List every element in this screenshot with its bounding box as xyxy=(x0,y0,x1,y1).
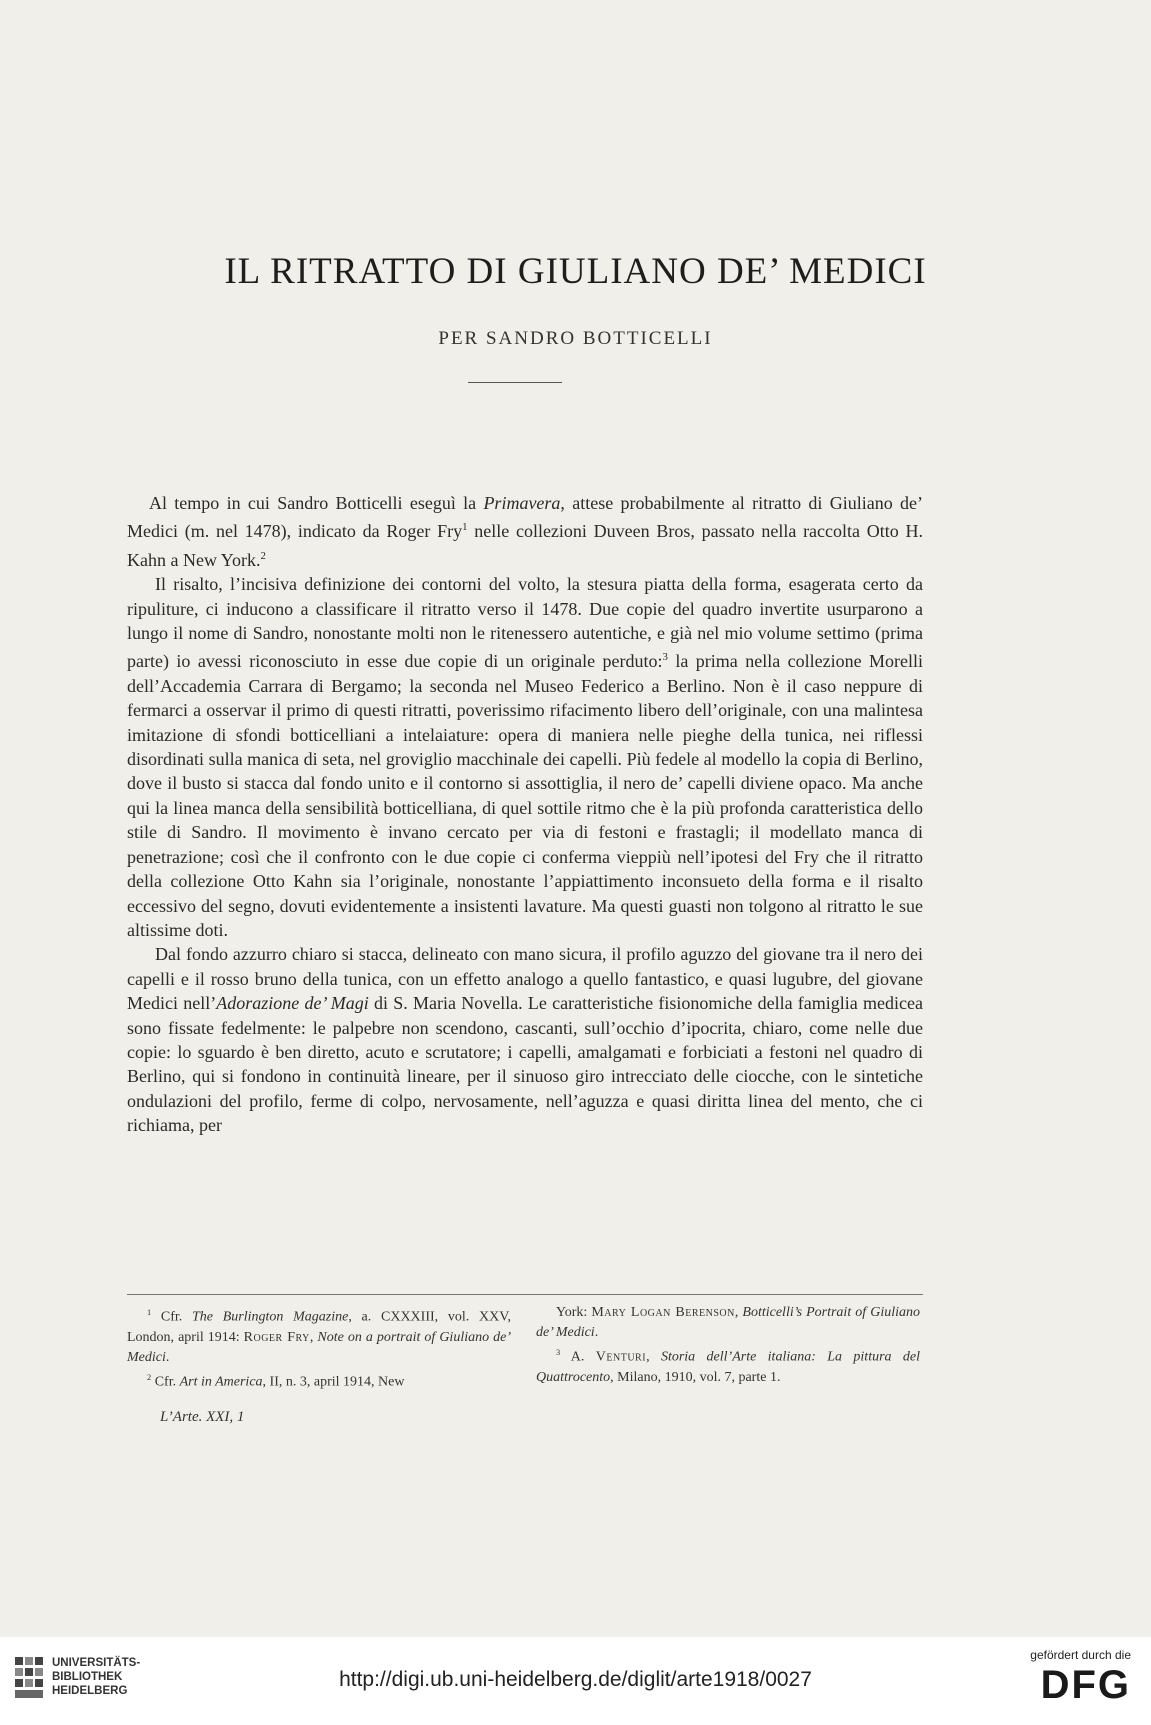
text-run: The Burlington Magazine xyxy=(192,1309,349,1325)
text-run: Adorazione de’ Magi xyxy=(216,993,369,1014)
title-divider xyxy=(468,382,562,383)
footnote-ref: 2 xyxy=(147,1372,152,1382)
text-run: York: xyxy=(556,1305,592,1320)
text-run: Il risalto, l’incisiva definizione dei contorni del volto, la stesura piatta della forma, esagerata certo da ripuliture, ci inducono a classificare il ritratto verso il 1478. Due copie del quadro invertite usurparono a lungo il nome di Sandro, nonostante molti non le ritenessero autentiche, e già nel mio volume settimo (prima parte) io avessi riconosciuto in esse due copie di un originale perduto: xyxy=(127,574,923,672)
text-run: . xyxy=(594,1325,599,1340)
article-body xyxy=(127,491,923,1138)
footnotes-left-column xyxy=(127,1303,511,1392)
footnote-ref: 3 xyxy=(662,651,668,664)
text-run: Roger Fry xyxy=(243,1329,310,1345)
text-run: , xyxy=(734,1305,743,1320)
paragraph xyxy=(127,942,923,1137)
journal-footer: L’Arte. XXI, 1 xyxy=(160,1409,245,1425)
footnote-ref: 1 xyxy=(462,521,468,534)
sponsor-label: gefördert durch die xyxy=(1030,1648,1131,1662)
text-run: la prima nella collezione Morelli dell’Accademia Carrara di Bergamo; la seconda nel Museo Federico a Berlino. Non è il caso neppure di fermarci a osservar il primo di questi ritratti, poverissimo rifacimento libero dell’originale, con una malintesa imitazione di sfondi botticelliani a intelaiature: opera di maniera nelle pieghe della tunica, nei riflessi disordinati sulla manica di seta, nel groviglio macchinale dei capelli. Più fedele al modello la copia di Berlino, dove il busto si stacca dal fondo unito e il contorno si assottiglia, il nero de’ capelli diviene opaco. Ma anche qui la linea manca della sensibilità botticelliana, di quel sottile ritmo che è la più profonda caratteristica dello stile di Sandro. Il movimento è invano cercato per via di festoni e frastagli; il modellato manca di penetrazione; così che il confronto con le due copie ci conferma vieppiù nell’ipotesi del Fry che il ritratto della collezione Otto Kahn sia l’originale, nonostante l’appiattimento inconsueto della forma e il risalto eccessivo del segno, dovuti evidentemente a insistenti lavature. Ma questi guasti non tolgono al ritratto le sue altissime doti. xyxy=(127,651,923,940)
footnote xyxy=(127,1368,511,1393)
text-run: , Milano, 1910, vol. 7, parte 1. xyxy=(610,1369,781,1385)
dfg-logo: DFG xyxy=(1040,1663,1131,1707)
university-library-name: UNIVERSITÄTS- BIBLIOTHEK HEIDELBERG xyxy=(52,1657,141,1697)
text-run: Al tempo in cui Sandro Botticelli eseguì la xyxy=(149,493,484,513)
text-run: Cfr. xyxy=(151,1374,180,1390)
text-run: . xyxy=(165,1349,170,1365)
article-title: IL RITRATTO DI GIULIANO DE’ MEDICI xyxy=(224,251,927,292)
text-run: Dal fondo azzurro chiaro si stacca, delineato con mano sicura, il profilo aguzzo del giovane tra il nero dei capelli e il rosso bruno della tunica, con un effetto analogo a quello fantastico, e quasi lugubre, del giovane Medici nell’ xyxy=(127,944,923,1014)
sponsor-credit xyxy=(1030,1648,1131,1708)
footnote xyxy=(536,1303,920,1343)
footnote-divider xyxy=(127,1294,923,1295)
text-run: , attese probabilmente al ritratto di Giuliano de’ Medici (m. nel 1478), indicato da Roger Fry xyxy=(127,493,923,542)
text-run: , a. CXXXIII, vol. XXV, London, april 1914: xyxy=(127,1309,511,1345)
footnotes-right-column xyxy=(536,1303,920,1388)
footnote xyxy=(536,1343,920,1388)
paragraph xyxy=(127,491,923,572)
text-run: Mary Logan Berenson xyxy=(591,1305,735,1320)
text-run: A. xyxy=(560,1349,596,1365)
footnote xyxy=(127,1303,511,1368)
permalink-url[interactable]: http://digi.ub.uni-heidelberg.de/diglit/arte1918/0027 xyxy=(339,1668,812,1691)
text-run: Venturi xyxy=(595,1349,647,1365)
text-run: Note on a portrait of Giuliano de’ Medici xyxy=(127,1329,511,1365)
text-run: Art in America xyxy=(179,1374,263,1390)
footnote-ref: 2 xyxy=(260,549,266,562)
article-subtitle: PER SANDRO BOTTICELLI xyxy=(438,328,713,349)
text-run: , xyxy=(646,1349,661,1365)
text-run: di S. Maria Novella. Le caratteristiche fisionomiche della famiglia medicea sono fissate fedelmente: le palpebre non scendono, cascanti, sull’occhio d’ipocrita, chiaro, come nelle due copie: lo sguardo è ben diretto, acuto e scrutatore; i capelli, amalgamati e forbiciati a festoni nel quadro di Berlino, qui si fondono in continuità lineare, per il sinuoso giro intrecciato delle ciocche, con le sintetiche ondulazioni del profilo, ferme di colpo, nervosamente, nell’aguzza e quasi diritta linea del mento, che ci richiama, per xyxy=(127,993,923,1136)
text-run: , xyxy=(309,1329,318,1345)
text-run: Botticelli’s Portrait of Giuliano de’ Medici xyxy=(536,1305,920,1340)
footnote-ref: 1 xyxy=(147,1308,152,1317)
text-run: Storia dell’Arte italiana: La pittura del Quattrocento xyxy=(536,1349,921,1385)
text-run: Primavera xyxy=(483,493,561,513)
footnote-ref: 3 xyxy=(556,1348,561,1357)
text-run: Cfr. xyxy=(151,1309,193,1325)
text-run: , II, n. 3, april 1914, New xyxy=(262,1374,405,1390)
paragraph xyxy=(127,572,923,942)
text-run: nelle collezioni Duveen Bros, passato nella raccolta Otto H. Kahn a New York. xyxy=(127,521,923,570)
